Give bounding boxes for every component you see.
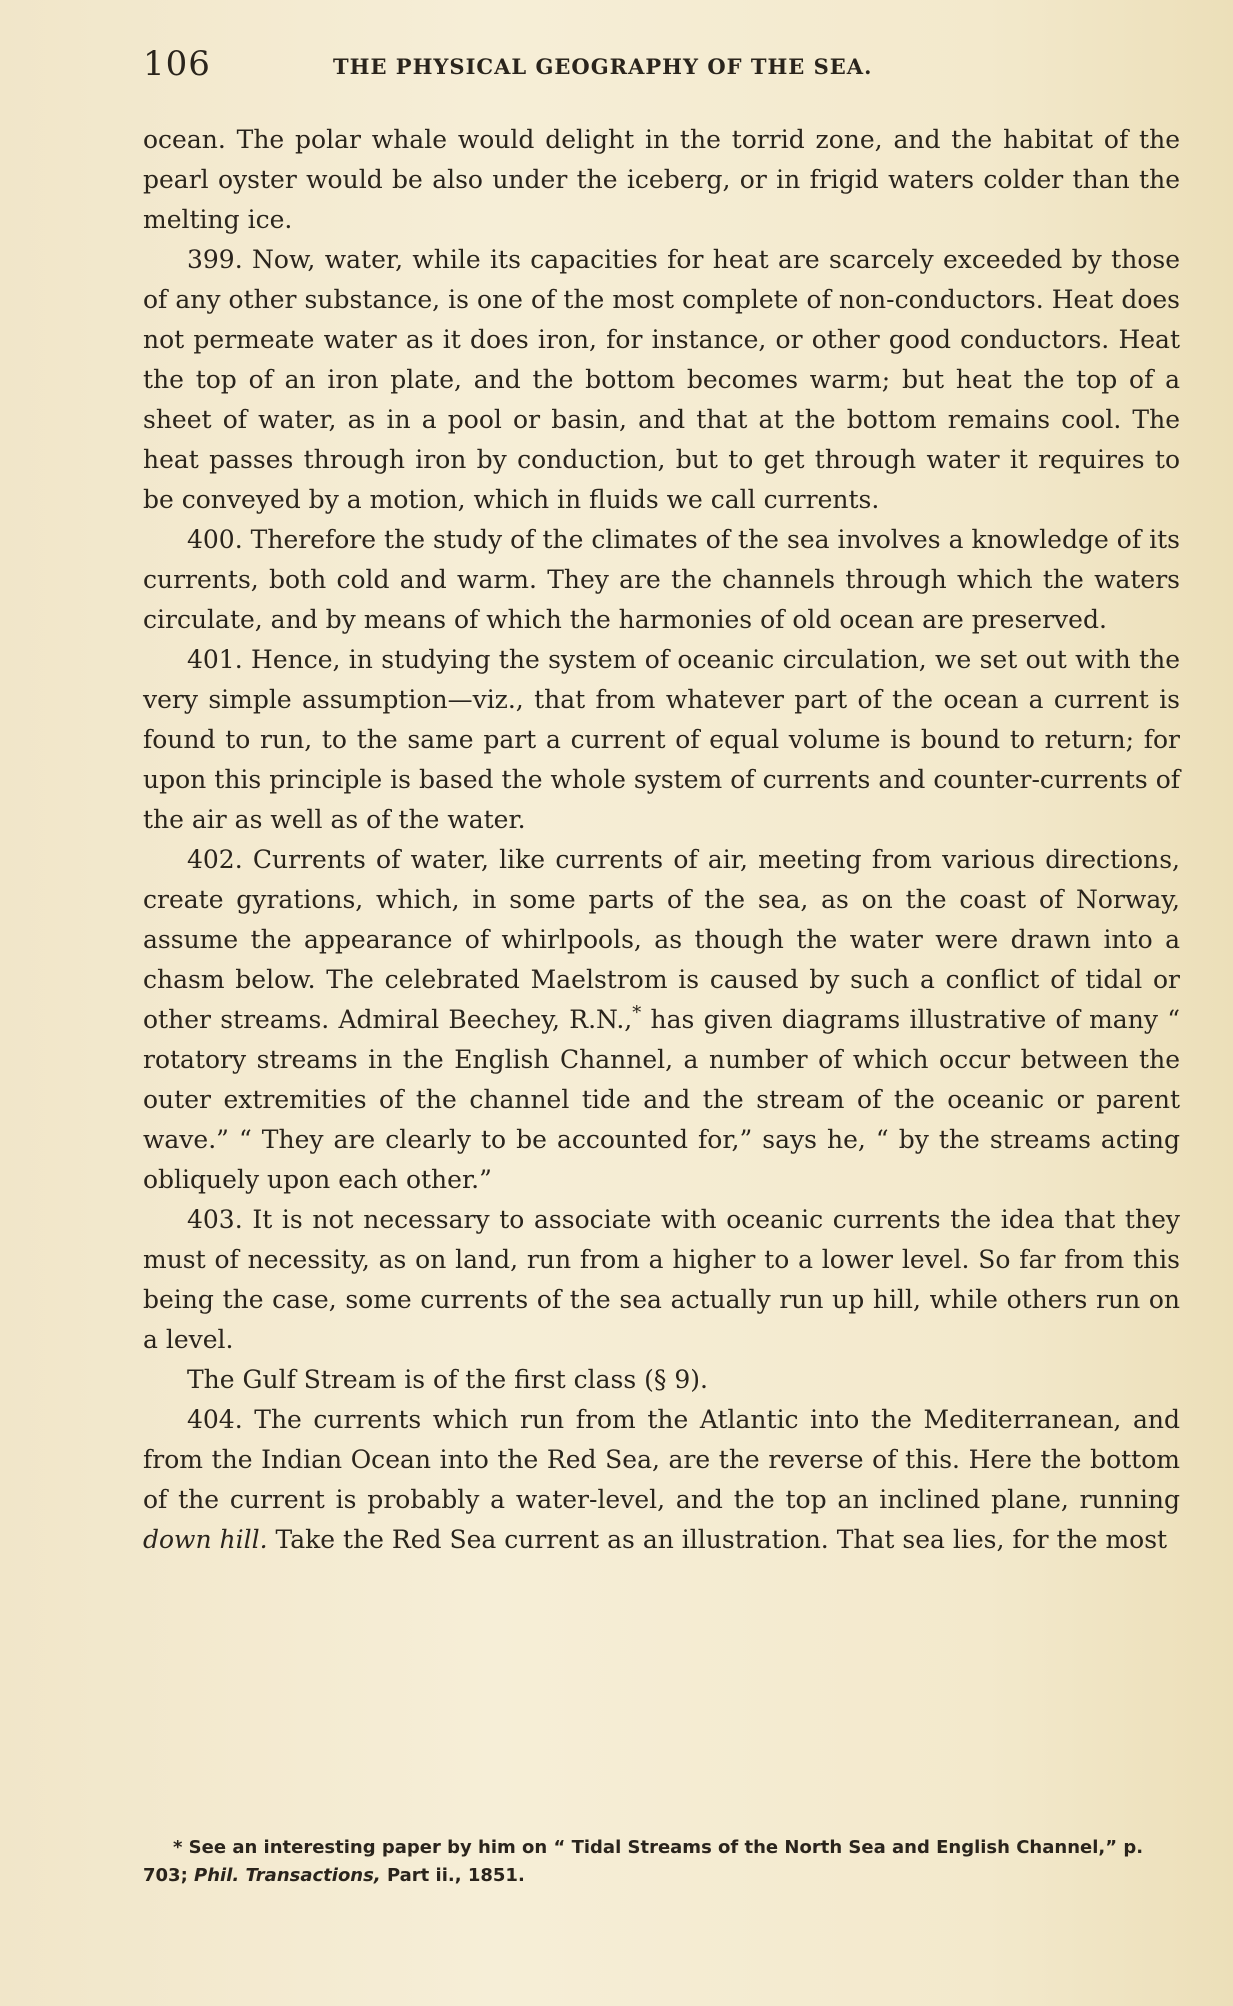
paragraph-404-text-b: Take the Red Sea current as an illustration. That sea lies, for the most [267, 1525, 1168, 1554]
footnote-reference-mark: * [632, 1002, 642, 1024]
paragraph-404 [143, 1400, 1180, 1560]
paragraph-gulf-stream: The Gulf Stream is of the first class (§ 9). [187, 1365, 708, 1394]
paragraph-399: 399. Now, water, while its capacities for heat are scarcely exceeded by those of any other substance, is one of the most complete of non-conductors. Heat does not permeate water as it does iron, for instance, or other good conductors. Heat the top of an iron plate, and the bottom becomes warm; but heat the top of a sheet of water, as in a pool or basin, and that at the bottom remains cool. The heat passes through iron by conduction, but to get through water it requires to be conveyed by a motion, which in fluids we call currents. [143, 245, 1180, 514]
paragraph-402-text-a: 402. Currents of water, like currents of air, meeting from various directions, create gyrations, which, in some parts of the sea, as on the coast of Norway, assume the appearance of whirlpools, as though the water were drawn into a chasm below. The celebrated Maelstrom is caused by such a conflict of tidal or other streams. Admiral Beechey, R.N., [143, 845, 1180, 1034]
paragraph-401: 401. Hence, in studying the system of oceanic circulation, we set out with the very simple assumption—viz., that from whatever part of the ocean a current is found to run, to the same part a current of equal volume is bound to return; for upon this principle is based the whole system of currents and counter-currents of the air as well as of the water. [143, 645, 1180, 834]
paragraph-402 [143, 840, 1180, 1200]
body-text [143, 120, 1180, 1560]
footnote-emphasis: Phil. Transactions, [194, 1865, 381, 1886]
footnote-text-b: Part ii., 1851. [380, 1865, 525, 1886]
footnote [143, 1834, 1180, 1890]
paragraph-400: 400. Therefore the study of the climates of the sea involves a knowledge of its currents, both cold and warm. They are the channels through which the waters circulate, and by means of which the harmonies of old ocean are preserved. [143, 525, 1180, 634]
running-head: THE PHYSICAL GEOGRAPHY OF THE SEA. [333, 54, 873, 79]
paragraph-402-text-b: has given diagrams illustrative of many “ rotatory streams in the English Channel, a number of which occur between the outer extremities of the channel tide and the stream of the oceanic or parent wave.” “ They are clearly to be accounted for,” says he, “ by the streams acting obliquely upon each other.” [143, 1005, 1180, 1194]
paragraph-404-emphasis: down hill. [143, 1525, 268, 1554]
paragraph-403: 403. It is not necessary to associate with oceanic currents the idea that they must of necessity, as on land, run from a higher to a lower level. So far from this being the case, some currents of the sea actually run up hill, while others run on a level. [143, 1205, 1180, 1354]
paragraph-404-text-a: 404. The currents which run from the Atlantic into the Mediterranean, and from the Indian Ocean into the Red Sea, are the reverse of this. Here the bottom of the current is probably a water-level, and the top an inclined plane, running [143, 1405, 1180, 1514]
paragraph-continuation: ocean. The polar whale would delight in the torrid zone, and the habitat of the pearl oyster would be also under the iceberg, or in frigid waters colder than the melting ice. [143, 125, 1180, 234]
footnote-text-a: * See an interesting paper by him on “ Tidal Streams of the North Sea and English Channel,” p. 703; [143, 1837, 1144, 1886]
page-number: 106 [143, 44, 211, 84]
page-header [143, 44, 1083, 84]
